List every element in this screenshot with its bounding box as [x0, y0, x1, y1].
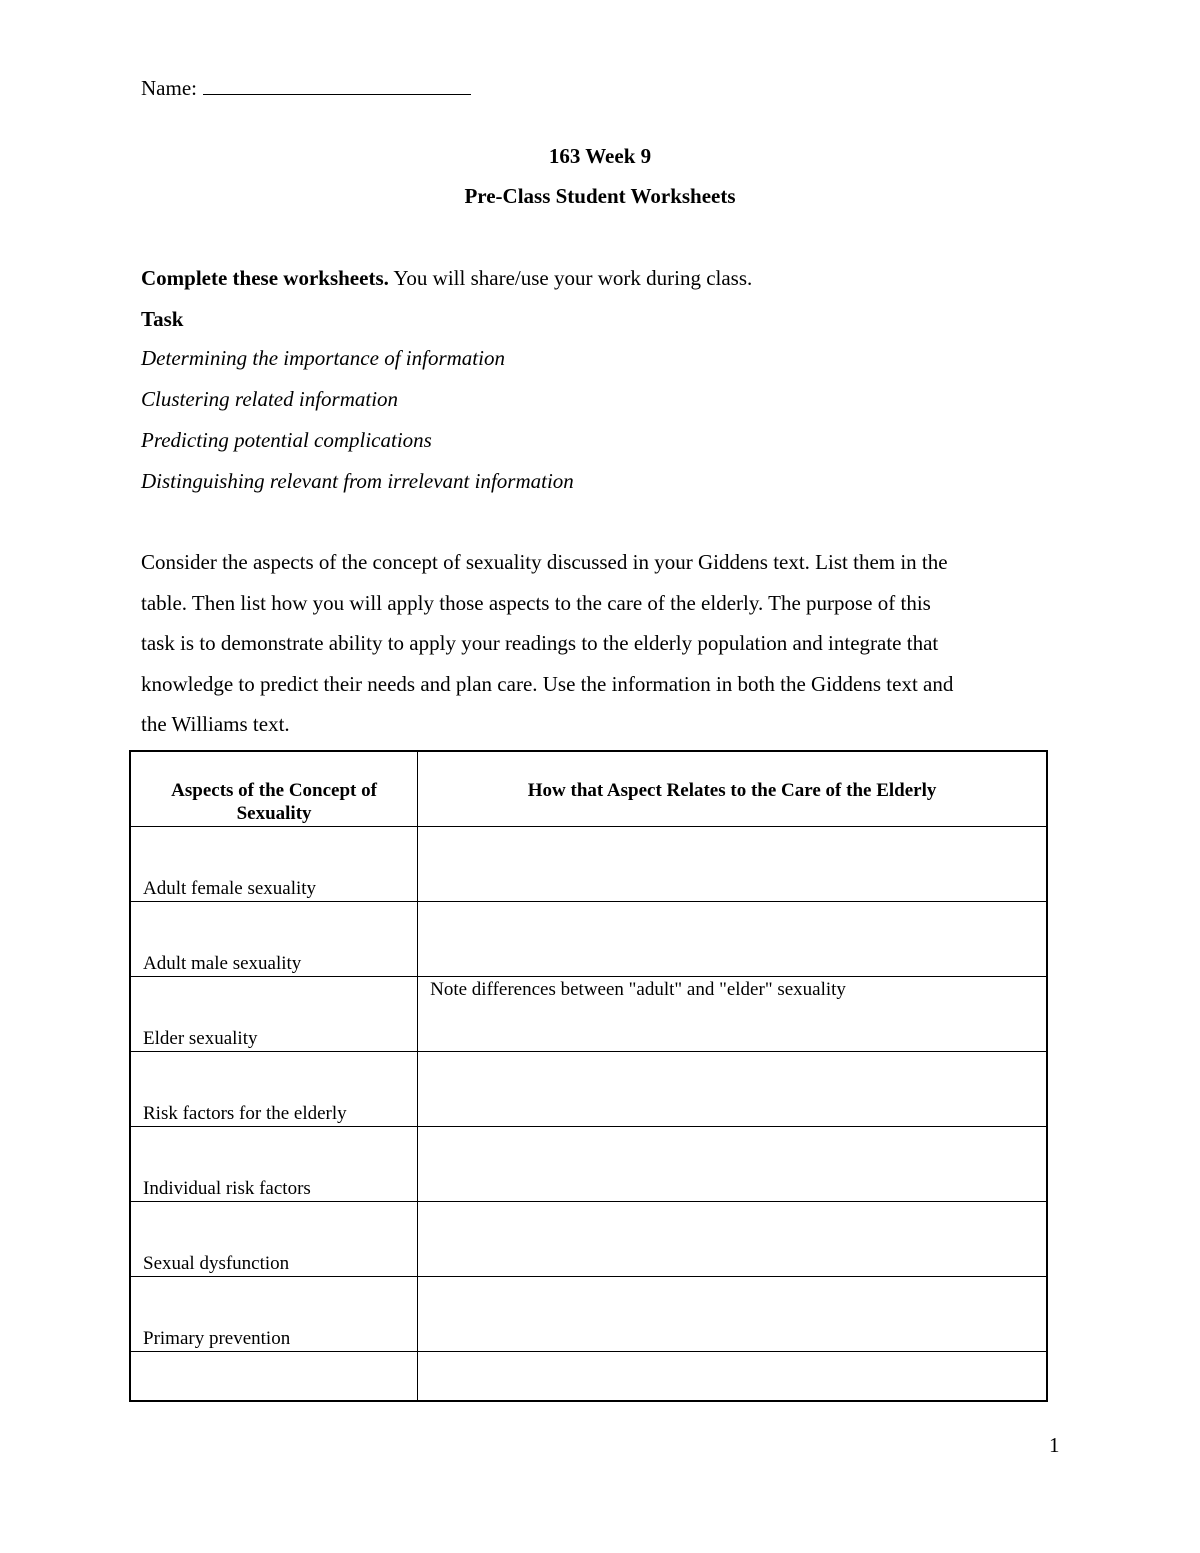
care-relation-cell[interactable] — [418, 901, 1047, 976]
care-relation-cell[interactable] — [418, 1201, 1047, 1276]
task-item: Clustering related information — [141, 387, 399, 411]
page-number: 1 — [1049, 1433, 1060, 1457]
table-row — [130, 1051, 1047, 1126]
table-row — [130, 1351, 1047, 1401]
header-care-relation: How that Aspect Relates to the Care of the Elderly — [418, 751, 1047, 826]
instructions-lead-bold: Complete these worksheets. — [141, 266, 389, 290]
aspect-cell[interactable]: Primary prevention — [130, 1276, 418, 1351]
aspect-cell[interactable]: Adult female sexuality — [130, 826, 418, 901]
care-relation-cell[interactable]: Note differences between "adult" and "elder" sexuality — [418, 976, 1047, 1051]
worksheet-title: Pre-Class Student Worksheets — [464, 184, 736, 208]
name-blank-line[interactable] — [203, 74, 471, 95]
table-row — [130, 826, 1047, 901]
task-item: Determining the importance of information — [141, 346, 505, 370]
aspect-cell[interactable]: Individual risk factors — [130, 1126, 418, 1201]
name-field-row — [141, 74, 471, 101]
care-relation-cell[interactable] — [418, 1126, 1047, 1201]
task-item: Predicting potential complications — [141, 428, 432, 452]
name-label: Name: — [141, 76, 197, 100]
care-relation-cell[interactable] — [418, 826, 1047, 901]
table-row — [130, 1201, 1047, 1276]
paragraph-line: the Williams text. — [141, 712, 290, 736]
paragraph-line: knowledge to predict their needs and plan care. Use the information in both the Giddens text and — [141, 672, 954, 696]
paragraph-line: table. Then list how you will apply those aspects to the care of the elderly. The purpose of this — [141, 591, 931, 615]
aspect-cell[interactable]: Elder sexuality — [130, 976, 418, 1051]
sexuality-care-table — [129, 750, 1048, 1402]
instructions-lead — [141, 265, 752, 291]
instructions-lead-rest: You will share/use your work during class. — [388, 266, 753, 290]
care-relation-cell[interactable] — [418, 1276, 1047, 1351]
care-relation-cell[interactable] — [418, 1351, 1047, 1401]
task-heading: Task — [141, 307, 184, 331]
task-item: Distinguishing relevant from irrelevant information — [141, 469, 574, 493]
paragraph-line: Consider the aspects of the concept of sexuality discussed in your Giddens text. List them in the — [141, 550, 948, 574]
aspect-cell[interactable]: Risk factors for the elderly — [130, 1051, 418, 1126]
header-aspects: Aspects of the Concept of Sexuality — [130, 751, 418, 826]
course-week-heading: 163 Week 9 — [548, 144, 652, 168]
care-relation-cell[interactable] — [418, 1051, 1047, 1126]
paragraph-line: task is to demonstrate ability to apply your readings to the elderly population and integrate that — [141, 631, 939, 655]
aspect-cell[interactable]: Sexual dysfunction — [130, 1201, 418, 1276]
table-row — [130, 1126, 1047, 1201]
table-row — [130, 976, 1047, 1051]
table-row — [130, 901, 1047, 976]
table-row — [130, 1276, 1047, 1351]
aspect-cell[interactable]: Adult male sexuality — [130, 901, 418, 976]
aspect-cell[interactable] — [130, 1351, 418, 1401]
table-header-row — [130, 751, 1047, 826]
